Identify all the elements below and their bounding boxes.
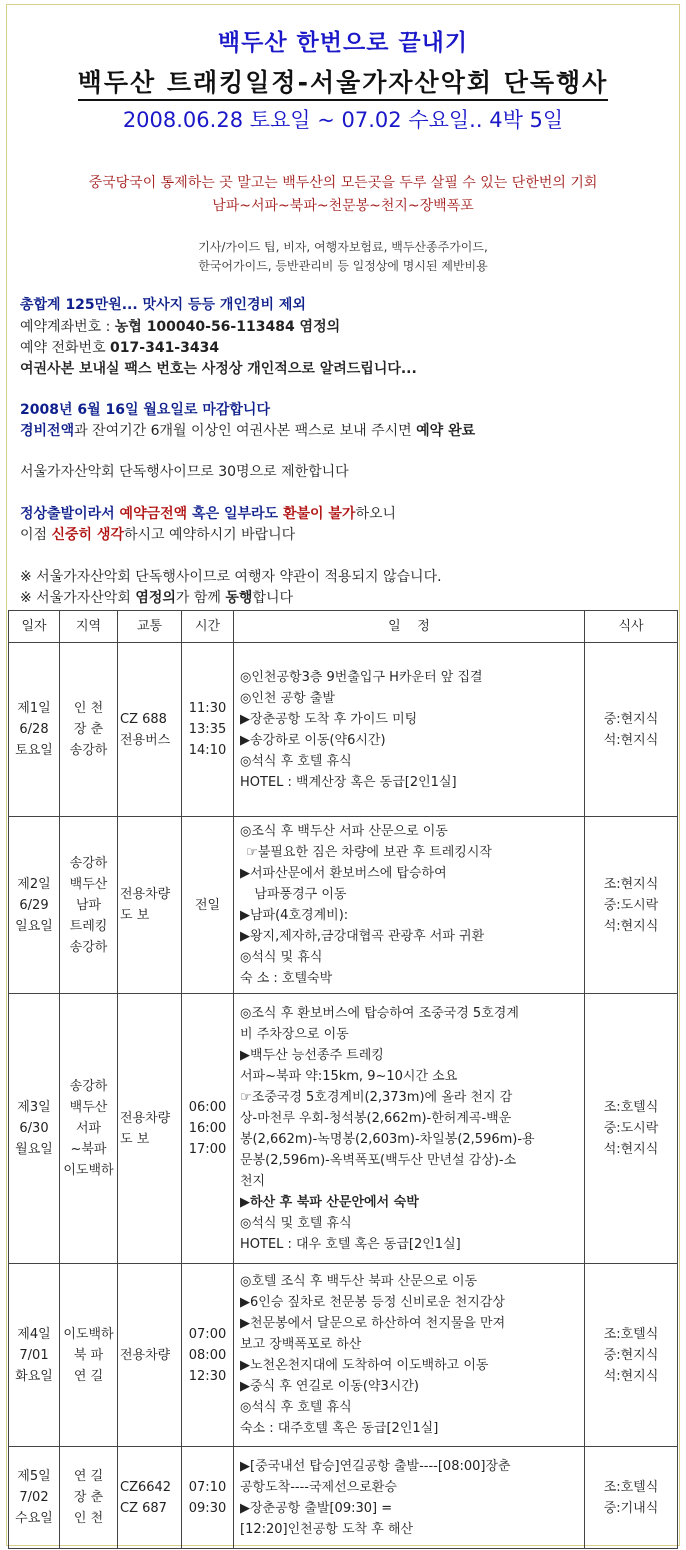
schedule-cell-line: 보고 장백폭포로 하산 xyxy=(240,1337,362,1352)
region-cell-line: 연 길 xyxy=(73,1368,104,1384)
note-1: ※ 서울가자산악회 단독행사이므로 여행자 약관이 적용되지 않습니다. xyxy=(20,569,442,585)
schedule-cell-line: HOTEL : 대우 호텔 혹은 동급[2인1실] xyxy=(240,1236,461,1252)
day-cell-line: 제4일 xyxy=(17,1326,51,1342)
time-cell-line: 11:30 xyxy=(188,701,227,716)
day-cell-line: 6/29 xyxy=(19,897,49,913)
deadline-notice: 2008년 6월 16일 월요일로 마감합니다 xyxy=(20,402,270,418)
limit-notice: 서울가자산악회 단독행사이므로 30명으로 제한합니다 xyxy=(20,464,349,480)
day-cell xyxy=(9,994,60,1264)
schedule-cell-line: ◎석식 및 호텔 휴식 xyxy=(240,1215,352,1231)
meals-cell xyxy=(585,643,678,817)
day-cell-line: 토요일 xyxy=(15,743,53,758)
meals-cell xyxy=(585,817,678,994)
schedule-cell-line: ◎석식 후 호텔 휴식 xyxy=(240,1400,352,1415)
refund-end: 하오니 xyxy=(355,506,397,522)
day-cell-line: 7/02 xyxy=(19,1490,49,1505)
fax-notice: 여권사본 보내실 팩스 번호는 사정상 개인적으로 알려드립니다... xyxy=(20,361,417,377)
schedule-cell-line: ◎인천공항3층 9번출입구 H카운터 앞 집결 xyxy=(240,669,483,685)
transport-cell xyxy=(118,643,182,817)
region-cell-line: 북 파 xyxy=(73,1347,104,1363)
meals-cell-line: 석:현지식 xyxy=(603,732,659,748)
day-cell-line: 제1일 xyxy=(17,701,51,716)
meals-cell-line: 중:현지식 xyxy=(603,1347,659,1363)
schedule-cell-line: ☞불필요한 짐은 차량에 보관 후 트레킹시작 xyxy=(242,845,492,860)
header-transport: 교통 xyxy=(118,611,182,643)
total-price: 총합계 125만원... 맛사지 등등 개인경비 제외 xyxy=(20,297,306,313)
day-cell-line: 화요일 xyxy=(15,1368,53,1384)
meals-cell-line: 석:현지식 xyxy=(603,1368,659,1384)
meals-cell xyxy=(585,1447,678,1549)
schedule-cell-line: ◎호텔 조식 후 백두산 북파 산문으로 이동 xyxy=(240,1274,478,1289)
day-cell xyxy=(9,1447,60,1549)
schedule-cell-line: ◎석식 후 호텔 휴식 xyxy=(240,753,352,769)
schedule-cell-line: 상-마천루 우회-청석봉(2,662m)-한허계곡-백운 xyxy=(240,1110,512,1126)
schedule-cell-line: ☞조중국경 5호경계비(2,373m)에 올라 천지 감 xyxy=(240,1089,513,1105)
time-cell-line: 17:00 xyxy=(188,1142,227,1157)
day-cell-line: 월요일 xyxy=(15,1142,53,1157)
schedule-cell-line: ▶하산 후 북파 산문안에서 숙박 xyxy=(240,1194,419,1210)
meals-cell-line: 석:현지식 xyxy=(603,918,659,934)
account-value: 농협 100040-56-113484 염정의 xyxy=(114,319,341,335)
time-cell-line: 13:35 xyxy=(188,722,227,737)
day-cell-line: 6/30 xyxy=(19,1121,49,1136)
careful-c: 하시고 예약하시기 바랍니다 xyxy=(124,527,296,543)
note-2-b: 염정의 xyxy=(135,590,176,606)
careful-line xyxy=(20,524,295,544)
note-2-a: ※ 서울가자산악회 xyxy=(20,590,136,606)
transport-cell-line: 전용차량 xyxy=(120,887,171,902)
schedule-cell-line: ◎석식 및 휴식 xyxy=(240,950,323,965)
day-cell-line: 수요일 xyxy=(15,1511,53,1526)
table-header-row xyxy=(9,611,678,643)
day-cell xyxy=(9,643,60,817)
transport-cell-line: 도 보 xyxy=(120,1131,150,1147)
time-cell xyxy=(182,1447,234,1549)
account-line xyxy=(20,316,340,336)
time-cell xyxy=(182,1264,234,1447)
time-cell-line: 16:00 xyxy=(188,1121,227,1136)
meals-cell-line: 중:도시락 xyxy=(603,897,659,913)
intro-line-2: 남파~서파~북파~천문봉~천지~장백폭포 xyxy=(212,198,474,214)
schedule-cell xyxy=(234,817,585,994)
careful-a: 이점 xyxy=(20,527,52,543)
table-row xyxy=(9,643,678,817)
schedule-cell-line: ◎조식 후 환보버스에 탑승하여 조중국경 5호경계 xyxy=(240,1005,519,1021)
meals-cell-line: 석:현지식 xyxy=(603,1142,659,1157)
meals-cell-line: 중:도시락 xyxy=(603,1121,659,1136)
header-date: 일자 xyxy=(9,611,60,643)
day-cell xyxy=(9,817,60,994)
region-cell-line: 송강하 xyxy=(69,743,108,758)
meals-cell-line: 중:기내식 xyxy=(603,1500,659,1516)
schedule-cell-line: ▶장춘공항 출발[09:30] = xyxy=(240,1500,393,1516)
meals-cell-line: 조:호텔식 xyxy=(603,1326,659,1342)
schedule-cell-line: ▶백두산 능선종주 트레킹 xyxy=(240,1047,384,1063)
meals-cell xyxy=(585,994,678,1264)
schedule-cell-line: 비 주차장으로 이동 xyxy=(240,1026,349,1042)
transport-cell xyxy=(118,817,182,994)
region-cell-line: 백두산 xyxy=(69,876,108,892)
transport-cell-line: 도 보 xyxy=(120,908,150,923)
day-cell-line: 제2일 xyxy=(17,876,51,892)
meals-cell-line: 조:호텔식 xyxy=(603,1100,659,1115)
day-cell-line: 7/01 xyxy=(19,1347,49,1363)
schedule-cell-line: ▶장춘공항 도착 후 가이드 미팅 xyxy=(240,711,418,727)
payment-mid: 과 잔여기간 6개월 이상인 여권사본 팩스로 보내 주시면 xyxy=(74,423,417,439)
table-row xyxy=(9,1447,678,1549)
payment-end: 예약 완료 xyxy=(416,423,476,439)
note-2-c: 가 함께 xyxy=(175,590,226,606)
day-cell xyxy=(9,1264,60,1447)
schedule-cell-line: 공항도착----국제선으로환승 xyxy=(240,1479,397,1495)
time-cell xyxy=(182,817,234,994)
schedule-cell-line: 숙 소 : 호텔숙박 xyxy=(240,971,333,986)
note-2-e: 합니다 xyxy=(252,590,294,606)
schedule-cell-line: ▶남파(4호경계비): xyxy=(240,908,349,923)
time-cell-line: 14:10 xyxy=(188,743,227,758)
region-cell-line: 장 춘 xyxy=(73,1490,104,1505)
payment-line xyxy=(20,420,475,440)
schedule-cell-line: 숙소 : 대주호텔 혹은 동급[2인1실] xyxy=(240,1421,439,1436)
time-cell-line: 06:00 xyxy=(188,1100,227,1115)
itinerary-table xyxy=(8,610,678,1549)
table-row xyxy=(9,994,678,1264)
refund-line xyxy=(20,503,396,523)
table-row xyxy=(9,817,678,994)
refund-bold-2: 혹은 일부라도 xyxy=(187,506,283,522)
refund-red-1: 예약금전액 xyxy=(119,506,188,522)
transport-cell xyxy=(118,994,182,1264)
transport-cell-line: CZ6642 xyxy=(120,1479,172,1495)
schedule-cell-line: 문봉(2,596m)-옥벽폭포(백두산 만년설 감상)-소 xyxy=(240,1152,517,1168)
header-meals: 식사 xyxy=(585,611,678,643)
page-title xyxy=(0,63,686,99)
schedule-cell-line: HOTEL : 백계산장 혹은 동급[2인1실] xyxy=(240,774,457,790)
schedule-cell-line: ▶서파산문에서 환보버스에 탑승하여 xyxy=(240,866,447,881)
schedule-cell-line: [12:20]인천공항 도착 후 해산 xyxy=(240,1521,414,1537)
transport-cell xyxy=(118,1447,182,1549)
time-cell-line: 07:00 xyxy=(188,1326,227,1342)
schedule-cell-line: ◎조식 후 백두산 서파 산문으로 이동 xyxy=(240,824,448,839)
region-cell-line: 장 춘 xyxy=(73,722,104,737)
region-cell xyxy=(60,994,118,1264)
schedule-cell xyxy=(234,1447,585,1549)
cost-includes-line-2: 한국어가이드, 등반관리비 등 일정상에 명시된 제반비용 xyxy=(198,259,488,273)
header-time: 시간 xyxy=(182,611,234,643)
schedule-cell-line: ▶6인승 짚차로 천문봉 등정 신비로운 천지감상 xyxy=(240,1295,505,1310)
schedule-cell-line: 남파풍경구 이동 xyxy=(242,887,347,902)
schedule-cell xyxy=(234,1264,585,1447)
meals-cell-line: 중:현지식 xyxy=(603,711,659,727)
transport-cell-line: 전용차량 xyxy=(120,1347,171,1363)
intro-line-1: 중국당국이 통제하는 곳 말고는 백두산의 모든곳을 두루 살필 수 있는 단한번의 기회 xyxy=(88,175,598,191)
region-cell-line: 송강하 xyxy=(69,855,108,871)
schedule-cell-line: ▶송강하로 이동(약6시간) xyxy=(240,732,386,748)
trip-dates: 2008.06.28 토요일 ~ 07.02 수요일.. 4박 5일 xyxy=(122,108,564,132)
careful-b: 신중히 생각 xyxy=(51,527,124,543)
region-cell-line: 이도백하 xyxy=(63,1326,114,1342)
transport-cell-line: CZ 688 xyxy=(120,711,167,727)
region-cell-line: 남파 xyxy=(75,897,102,913)
phone-line xyxy=(20,337,219,357)
region-cell xyxy=(60,643,118,817)
region-cell-line: 송강하 xyxy=(69,939,108,955)
time-cell-line: 07:10 xyxy=(188,1479,227,1495)
schedule-cell-line: ▶천문봉에서 달문으로 하산하여 천지물을 만져 xyxy=(240,1316,506,1331)
region-cell-line: 인 천 xyxy=(73,701,104,716)
region-cell-line: 서파 xyxy=(75,1121,102,1136)
meals-cell-line: 조:호텔식 xyxy=(603,1479,659,1495)
schedule-cell-line: 천지 xyxy=(240,1173,266,1189)
refund-red-2: 환불이 불가 xyxy=(282,506,356,522)
region-cell-line: ~북파 xyxy=(70,1142,107,1157)
schedule-cell-line: ▶[중국내선 탑승]연길공항 출발----[08:00]장춘 xyxy=(240,1458,511,1474)
schedule-cell-line: 봉(2,662m)-녹명봉(2,603m)-차일봉(2,596m)-용 xyxy=(240,1131,535,1147)
transport-cell-line: CZ 687 xyxy=(120,1500,167,1516)
time-cell-line: 12:30 xyxy=(188,1368,227,1384)
time-cell xyxy=(182,643,234,817)
cost-includes-line-1: 기사/가이드 팁, 비자, 여행자보험료, 백두산종주가이드, xyxy=(198,240,488,254)
schedule-cell-line: 서파~북파 약:15km, 9~10시간 소요 xyxy=(240,1068,458,1084)
transport-cell xyxy=(118,1264,182,1447)
account-label: 예약계좌번호 : xyxy=(20,319,115,335)
schedule-cell-line: ◎인천 공항 출발 xyxy=(240,690,335,706)
region-cell-line: 연 길 xyxy=(73,1469,104,1484)
payment-bold: 경비전액 xyxy=(20,423,75,439)
schedule-cell-line: ▶왕지,제자하,금강대협곡 관광후 서파 귀환 xyxy=(240,929,485,944)
note-2-d: 동행 xyxy=(225,590,253,606)
day-cell-line: 제5일 xyxy=(17,1469,51,1484)
time-cell-line: 09:30 xyxy=(188,1500,227,1516)
time-cell xyxy=(182,994,234,1264)
transport-cell-line: 전용차량 xyxy=(120,1110,171,1126)
header-schedule: 일 정 xyxy=(234,611,585,643)
region-cell-line: 송강하 xyxy=(69,1079,108,1094)
note-2 xyxy=(20,587,293,607)
region-cell xyxy=(60,1264,118,1447)
schedule-cell xyxy=(234,994,585,1264)
region-cell-line: 백두산 xyxy=(69,1100,108,1115)
region-cell xyxy=(60,1447,118,1549)
refund-bold-1: 정상출발이라서 xyxy=(20,506,120,522)
phone-value: 017-341-3434 xyxy=(110,340,220,356)
schedule-cell-line: ▶중식 후 연길로 이동(약3시간) xyxy=(240,1379,419,1394)
day-cell-line: 제3일 xyxy=(17,1100,51,1115)
schedule-cell-line: ▶노천온천지대에 도착하여 이도백하고 이동 xyxy=(240,1358,489,1373)
region-cell-line: 이도백하 xyxy=(63,1163,114,1178)
header-region: 지역 xyxy=(60,611,118,643)
day-cell-line: 일요일 xyxy=(15,918,53,934)
page-title-text: 백두산 트래킹일정-서울가자산악회 단독행사 xyxy=(78,68,609,101)
schedule-cell xyxy=(234,643,585,817)
transport-cell-line: 전용버스 xyxy=(120,732,171,748)
region-cell-line: 인 천 xyxy=(73,1511,104,1526)
region-cell xyxy=(60,817,118,994)
meals-cell xyxy=(585,1264,678,1447)
phone-label: 예약 전화번호 xyxy=(20,340,111,356)
day-cell-line: 6/28 xyxy=(19,722,49,737)
time-cell-line: 전일 xyxy=(194,897,221,913)
table-row xyxy=(9,1264,678,1447)
meals-cell-line: 조:현지식 xyxy=(603,876,659,892)
time-cell-line: 08:00 xyxy=(188,1347,227,1363)
headline: 백두산 한번으로 끝내기 xyxy=(217,30,469,56)
region-cell-line: 트레킹 xyxy=(69,918,108,934)
